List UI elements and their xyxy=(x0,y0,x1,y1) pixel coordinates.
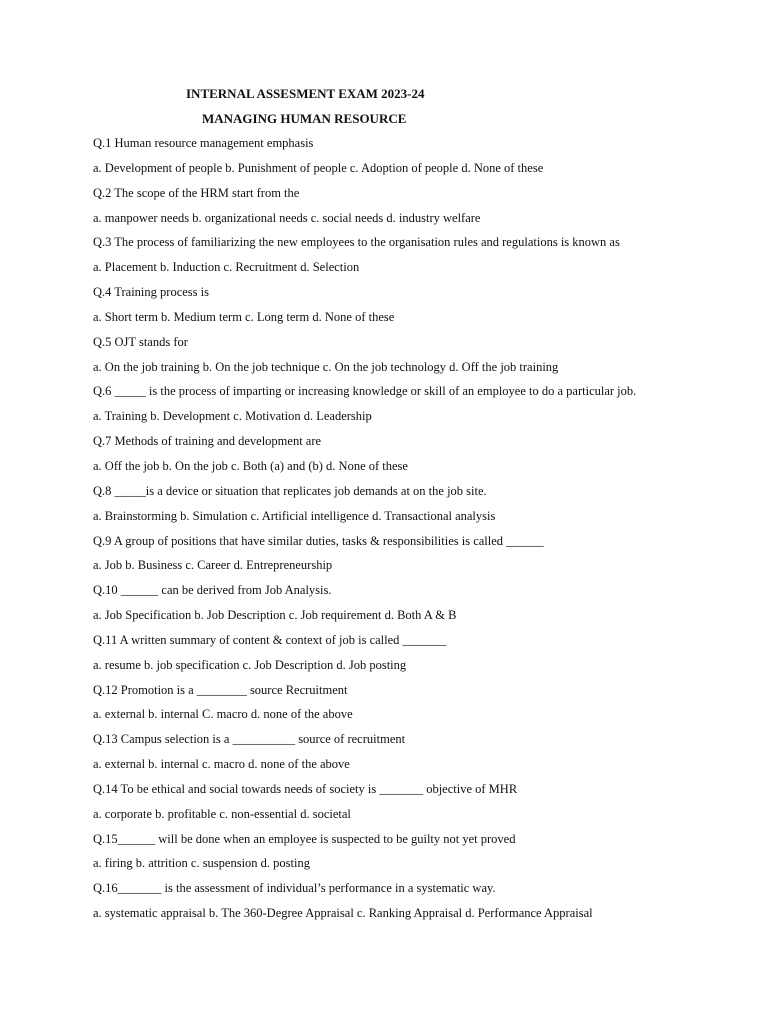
question-15: Q.15______ will be done when an employee is suspected to be guilty not yet proved xyxy=(93,831,516,846)
question-list xyxy=(93,135,733,930)
exam-title: INTERNAL ASSESMENT EXAM 2023-24 xyxy=(186,86,425,101)
question-9: Q.9 A group of positions that have similar duties, tasks & responsibilities is called ______ xyxy=(93,533,544,548)
options-16: a. systematic appraisal b. The 360-Degree Appraisal c. Ranking Appraisal d. Performance Appraisal xyxy=(93,906,593,921)
options-13: a. external b. internal c. macro d. none of the above xyxy=(93,757,350,772)
options-14: a. corporate b. profitable c. non-essential d. societal xyxy=(93,806,351,821)
options-5: a. On the job training b. On the job technique c. On the job technology d. Off the job training xyxy=(93,359,559,374)
options-2: a. manpower needs b. organizational needs c. social needs d. industry welfare xyxy=(93,210,481,225)
question-1: Q.1 Human resource management emphasis xyxy=(93,136,314,150)
options-6: a. Training b. Development c. Motivation d. Leadership xyxy=(93,409,372,424)
options-8: a. Brainstorming b. Simulation c. Artificial intelligence d. Transactional analysis xyxy=(93,508,496,523)
question-4: Q.4 Training process is xyxy=(93,285,209,300)
question-3: Q.3 The process of familiarizing the new employees to the organisation rules and regulations is known as xyxy=(93,235,620,250)
options-3: a. Placement b. Induction c. Recruitment d. Selection xyxy=(93,260,360,275)
options-12: a. external b. internal C. macro d. none of the above xyxy=(93,707,353,722)
question-2: Q.2 The scope of the HRM start from the xyxy=(93,185,300,200)
options-10: a. Job Specification b. Job Description c. Job requirement d. Both A & B xyxy=(93,608,457,623)
question-16: Q.16_______ is the assessment of individual’s performance in a systematic way. xyxy=(93,881,496,896)
options-15: a. firing b. attrition c. suspension d. posting xyxy=(93,856,310,871)
options-9: a. Job b. Business c. Career d. Entrepreneurship xyxy=(93,558,333,573)
question-6: Q.6 _____ is the process of imparting or increasing knowledge or skill of an employee to do a particular job. xyxy=(93,384,637,399)
subject-title: MANAGING HUMAN RESOURCE xyxy=(202,111,407,126)
options-1: a. Development of people b. Punishment of people c. Adoption of people d. None of these xyxy=(93,160,544,175)
question-12: Q.12 Promotion is a ________ source Recruitment xyxy=(93,682,348,697)
options-11: a. resume b. job specification c. Job Description d. Job posting xyxy=(93,657,407,672)
question-10: Q.10 ______ can be derived from Job Analysis. xyxy=(93,583,332,598)
options-4: a. Short term b. Medium term c. Long term d. None of these xyxy=(93,309,395,324)
options-7: a. Off the job b. On the job c. Both (a) and (b) d. None of these xyxy=(93,458,408,473)
question-5: Q.5 OJT stands for xyxy=(93,334,188,349)
question-11: Q.11 A written summary of content & context of job is called _______ xyxy=(93,632,447,647)
question-7: Q.7 Methods of training and development are xyxy=(93,434,322,449)
question-14: Q.14 To be ethical and social towards needs of society is _______ objective of MHR xyxy=(93,781,518,796)
question-8: Q.8 _____is a device or situation that replicates job demands at on the job site. xyxy=(93,483,487,498)
question-13: Q.13 Campus selection is a __________ source of recruitment xyxy=(93,732,406,747)
